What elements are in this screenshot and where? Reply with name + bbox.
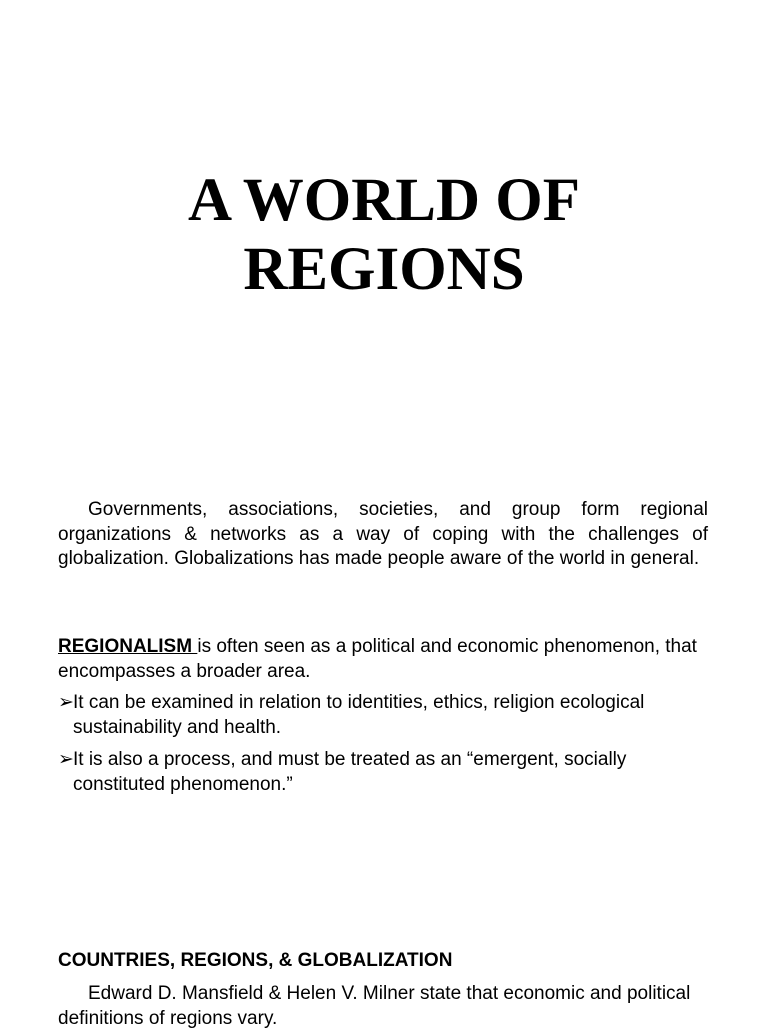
arrow-bullet-icon: ➢ xyxy=(58,749,74,770)
bullet-text: It can be examined in relation to identities, ethics, religion ecological sustainability and health. xyxy=(73,692,645,738)
regionalism-term: REGIONALISM xyxy=(58,636,198,657)
regionalism-paragraph xyxy=(58,635,708,684)
intro-paragraph: Governments, associations, societies, and group form regional organizations & networks as a way of coping with the challenges of globalization. Globalizations has made people aware of the world in general. xyxy=(58,499,708,569)
arrow-bullet-icon: ➢ xyxy=(58,692,74,713)
section-heading: COUNTRIES, REGIONS, & GLOBALIZATION xyxy=(58,950,453,971)
bullet-item xyxy=(58,691,708,740)
section-paragraph: Edward D. Mansfield & Helen V. Milner state that economic and political definitions of regions vary. xyxy=(58,983,691,1029)
bullet-text: It is also a process, and must be treated as an “emergent, socially constituted phenomenon.” xyxy=(73,749,627,795)
page-title xyxy=(0,166,768,304)
title-line-1: A WORLD OF xyxy=(187,167,581,234)
regionalism-definition: is often seen as a political and economic phenomenon, that encompasses a broader area. xyxy=(58,636,697,682)
title-line-2: REGIONS xyxy=(243,236,525,303)
bullet-item xyxy=(58,748,708,797)
